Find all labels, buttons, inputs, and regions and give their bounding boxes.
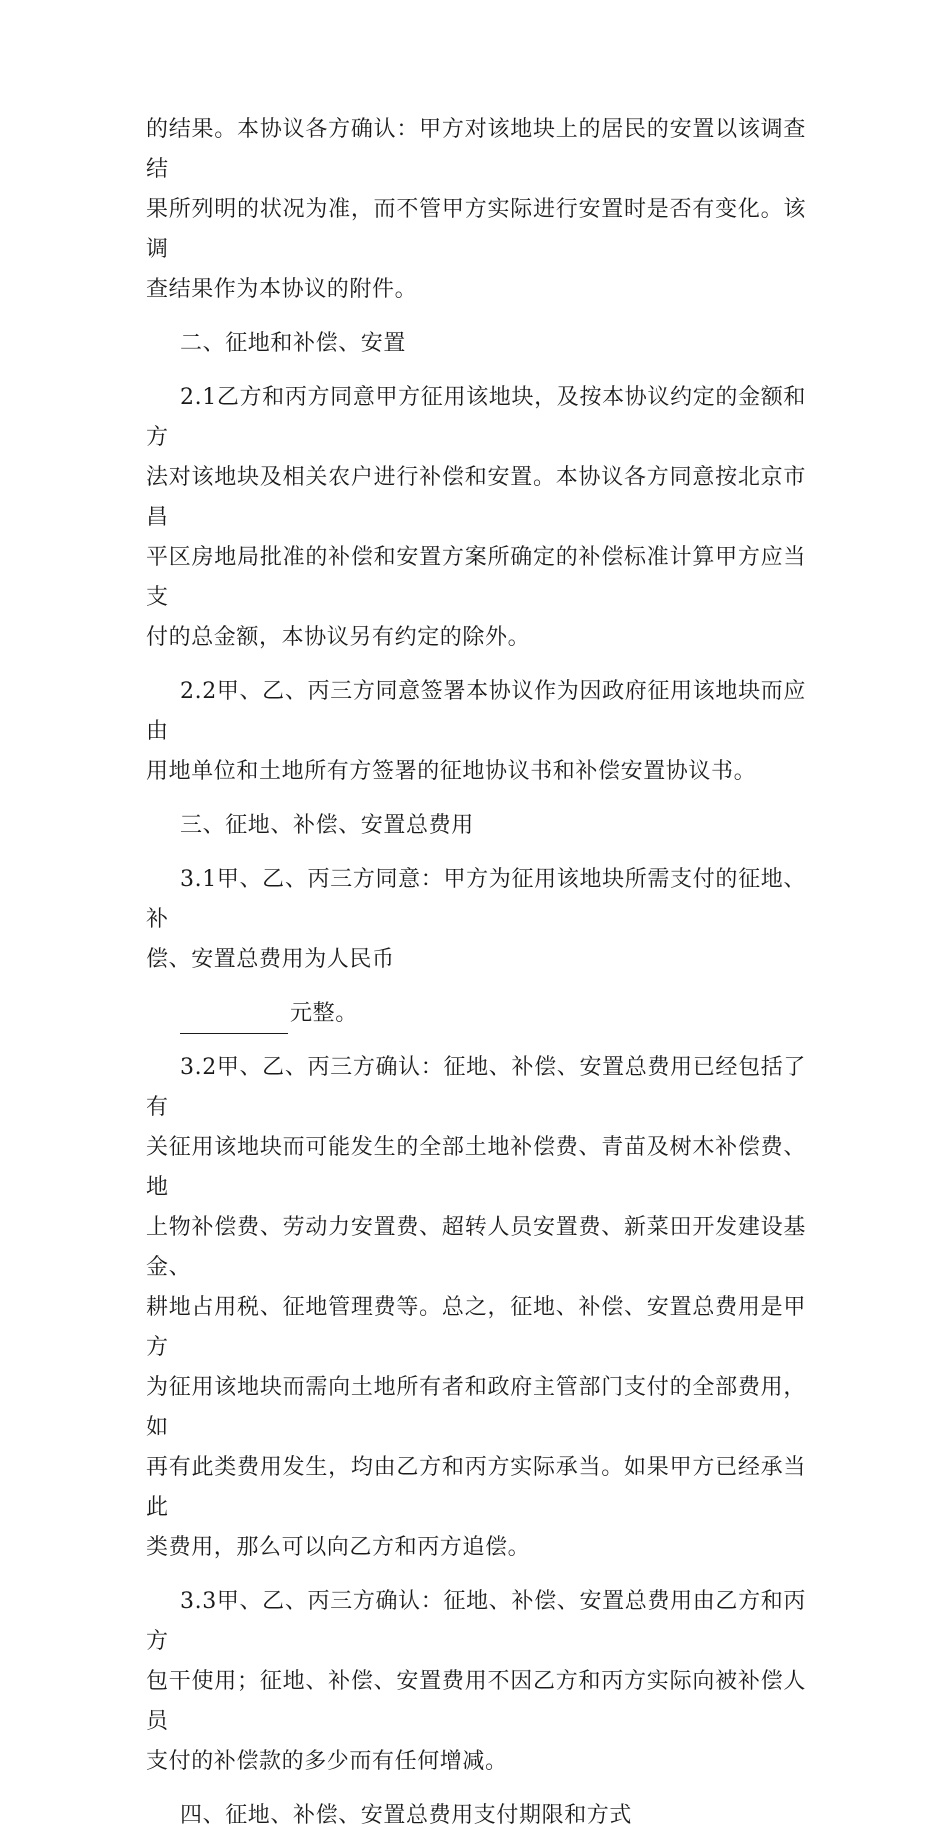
text-line: 查结果作为本协议的附件。 (146, 277, 418, 302)
clause-3-1 (146, 860, 806, 980)
text-line: 类费用，那么可以向乙方和丙方追偿。 (146, 1535, 531, 1560)
text-line: 上物补偿费、劳动力安置费、超转人员安置费、新菜田开发建设基金、 (146, 1215, 806, 1280)
text-line: 耕地占用税、征地管理费等。总之，征地、补偿、安置总费用是甲方 (146, 1295, 806, 1360)
text-line: 2.2甲、乙、丙三方同意签署本协议作为因政府征用该地块而应由 (146, 679, 806, 744)
clause-3-1-amount (146, 994, 806, 1034)
text-line: 3.2甲、乙、丙三方确认：征地、补偿、安置总费用已经包括了有 (146, 1055, 806, 1120)
section-heading-4: 四、征地、补偿、安置总费用支付期限和方式 (180, 1803, 633, 1828)
clause-2-1 (146, 378, 806, 658)
clause-3-2 (146, 1048, 806, 1568)
text-line: 再有此类费用发生，均由乙方和丙方实际承当。如果甲方已经承当此 (146, 1455, 806, 1520)
clause-3-3 (146, 1582, 806, 1782)
paragraph-survey-result (146, 110, 806, 310)
text-line: 果所列明的状况为准，而不管甲方实际进行安置时是否有变化。该调 (146, 197, 806, 262)
text-line: 2.1乙方和丙方同意甲方征用该地块，及按本协议约定的金额和方 (146, 385, 806, 450)
section-heading-2: 二、征地和补偿、安置 (180, 331, 407, 356)
text-line: 用地单位和土地所有方签署的征地协议书和补偿安置协议书。 (146, 759, 757, 784)
document-page (146, 110, 806, 1836)
section-heading-3: 三、征地、补偿、安置总费用 (180, 813, 474, 838)
text-line: 3.3甲、乙、丙三方确认：征地、补偿、安置总费用由乙方和丙方 (146, 1589, 806, 1654)
text-line: 关征用该地块而可能发生的全部土地补偿费、青苗及树木补偿费、地 (146, 1135, 806, 1200)
text-line: 付的总金额，本协议另有约定的除外。 (146, 625, 531, 650)
text-line: 3.1甲、乙、丙三方同意：甲方为征用该地块所需支付的征地、补 (146, 867, 806, 932)
amount-suffix: 元整。 (290, 1001, 358, 1026)
clause-2-2 (146, 672, 806, 792)
amount-blank-field[interactable] (180, 1009, 288, 1034)
text-line: 平区房地局批准的补偿和安置方案所确定的补偿标准计算甲方应当支 (146, 545, 806, 610)
text-line: 为征用该地块而需向土地所有者和政府主管部门支付的全部费用，如 (146, 1375, 806, 1440)
text-line: 包干使用；征地、补偿、安置费用不因乙方和丙方实际向被补偿人员 (146, 1669, 806, 1734)
text-line: 的结果。本协议各方确认：甲方对该地块上的居民的安置以该调查结 (146, 117, 806, 182)
text-line: 支付的补偿款的多少而有任何增减。 (146, 1749, 508, 1774)
text-line: 法对该地块及相关农户进行补偿和安置。本协议各方同意按北京市昌 (146, 465, 806, 530)
text-line: 偿、安置总费用为人民币 (146, 947, 395, 972)
